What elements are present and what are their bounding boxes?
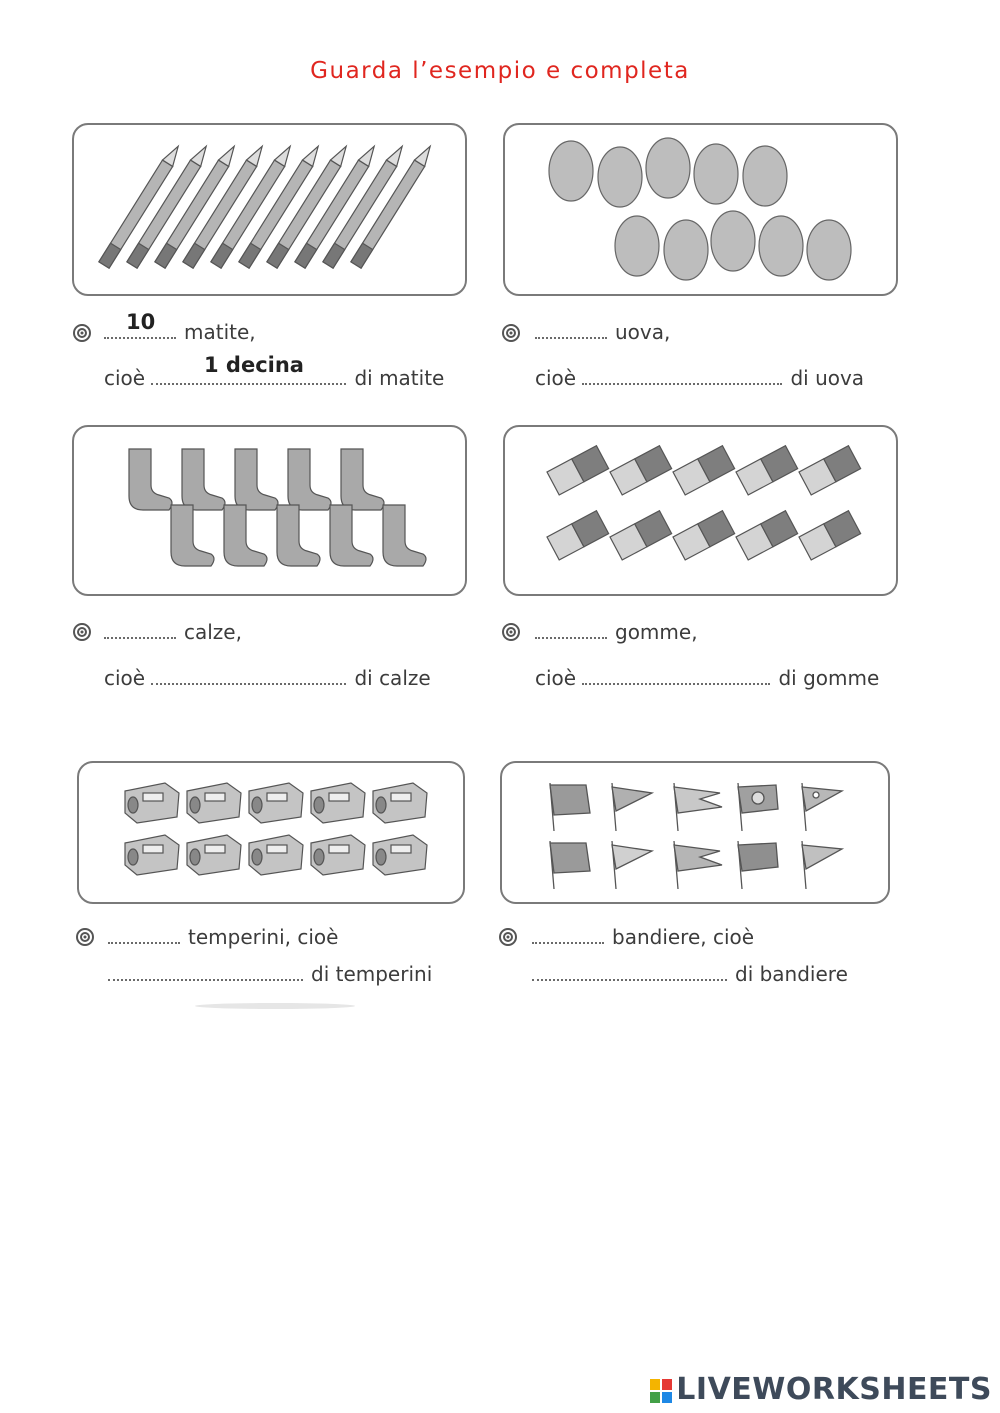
count-blank[interactable] bbox=[108, 928, 180, 944]
socks-picture bbox=[72, 425, 467, 596]
cioe-label: cioè bbox=[104, 366, 146, 390]
logo-text: LIVEWORKSHEETS bbox=[676, 1372, 992, 1407]
tens-blank[interactable] bbox=[582, 369, 782, 385]
exercise-4-tens-line bbox=[535, 666, 879, 690]
exercise-5-count-line bbox=[108, 925, 338, 949]
count-label: calze, bbox=[184, 620, 242, 644]
target-bullet-icon bbox=[75, 927, 95, 947]
tens-blank[interactable] bbox=[532, 965, 727, 981]
count-blank[interactable] bbox=[532, 928, 604, 944]
target-bullet-icon bbox=[72, 323, 92, 343]
suffix-label: di temperini bbox=[311, 962, 433, 986]
socks-illustration bbox=[74, 427, 469, 598]
suffix-label: di gomme bbox=[778, 666, 880, 690]
sharpeners-picture bbox=[77, 761, 465, 904]
cioe-label: cioè bbox=[535, 666, 577, 690]
page-title: Guarda l’esempio e completa bbox=[310, 58, 690, 84]
pencils-picture bbox=[72, 123, 467, 296]
count-blank[interactable] bbox=[535, 323, 607, 339]
exercise-6-count-line bbox=[532, 925, 754, 949]
example-tens-answer: 1 decina bbox=[204, 353, 304, 377]
exercise-2-tens-line bbox=[535, 366, 864, 390]
tens-blank[interactable] bbox=[108, 965, 303, 981]
exercise-3-tens-line bbox=[104, 666, 431, 690]
suffix-label: di calze bbox=[354, 666, 431, 690]
count-blank[interactable] bbox=[104, 623, 176, 639]
count-label: gomme, bbox=[615, 620, 698, 644]
tens-blank[interactable] bbox=[151, 669, 346, 685]
cioe-label: cioè bbox=[104, 666, 146, 690]
tens-blank[interactable] bbox=[582, 669, 770, 685]
liveworksheets-logo[interactable] bbox=[650, 1372, 992, 1407]
scan-smudge bbox=[195, 1003, 355, 1009]
count-label: temperini, cioè bbox=[188, 925, 339, 949]
eggs-picture bbox=[503, 123, 898, 296]
exercise-5-tens-line bbox=[108, 962, 432, 986]
target-bullet-icon bbox=[501, 622, 521, 642]
target-bullet-icon bbox=[72, 622, 92, 642]
count-blank[interactable] bbox=[535, 623, 607, 639]
pencils-illustration bbox=[74, 125, 469, 298]
exercise-4-count-line bbox=[535, 620, 698, 644]
flags-picture bbox=[500, 761, 890, 904]
cioe-label: cioè bbox=[535, 366, 577, 390]
count-label: bandiere, cioè bbox=[612, 925, 755, 949]
exercise-2-count-line bbox=[535, 320, 670, 344]
exercise-3-count-line bbox=[104, 620, 242, 644]
target-bullet-icon bbox=[498, 927, 518, 947]
count-label: uova, bbox=[615, 320, 671, 344]
suffix-label: di bandiere bbox=[735, 962, 848, 986]
sharpeners-illustration bbox=[79, 763, 467, 906]
count-label: matite, bbox=[184, 320, 256, 344]
example-count-answer: 10 bbox=[126, 310, 156, 334]
suffix-label: di matite bbox=[354, 366, 445, 390]
suffix-label: di uova bbox=[790, 366, 865, 390]
target-bullet-icon bbox=[501, 323, 521, 343]
logo-mark-icon bbox=[650, 1379, 672, 1403]
exercise-6-tens-line bbox=[532, 962, 848, 986]
erasers-illustration bbox=[505, 427, 900, 598]
erasers-picture bbox=[503, 425, 898, 596]
flags-illustration bbox=[502, 763, 892, 906]
eggs-illustration bbox=[505, 125, 900, 298]
